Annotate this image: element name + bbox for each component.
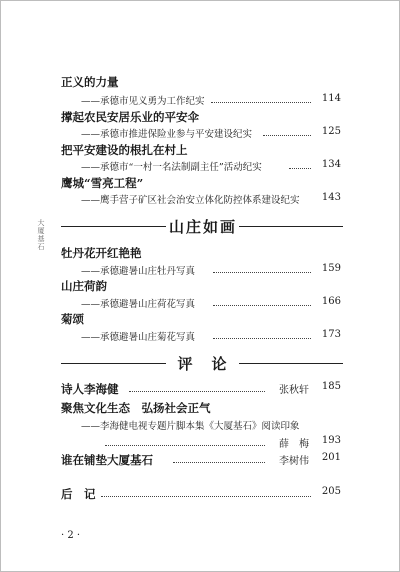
toc-page-number: 205 xyxy=(321,486,341,497)
toc-entry-subtitle: ——承德市推进保险业参与平安建设纪实 xyxy=(81,129,253,140)
toc-entry-title: 鹰城“雪亮工程” xyxy=(61,176,144,190)
toc-entry-title: 诗人李海健 xyxy=(61,382,119,396)
section-heading: 评 论 xyxy=(177,355,229,373)
toc-page-number: 143 xyxy=(321,192,341,203)
leader-dots xyxy=(213,272,311,273)
toc-author: 薛 梅 xyxy=(279,439,309,450)
toc-entry-subtitle: ——承德市见义勇为工作纪实 xyxy=(81,96,205,107)
leader-dots xyxy=(289,168,311,169)
leader-dots xyxy=(213,305,311,306)
toc-author: 李树伟 xyxy=(279,456,309,467)
toc-page-number: 159 xyxy=(321,263,341,274)
toc-page-number: 166 xyxy=(321,296,341,307)
toc-entry-title: 撑起农民安居乐业的平安伞 xyxy=(61,110,199,124)
toc-entry-subtitle: ——李海健电视专题片脚本集《大厦基石》阅读印象 xyxy=(81,421,300,432)
leader-dots xyxy=(173,462,265,463)
toc-page-number: 125 xyxy=(321,126,341,137)
heading-rule-right xyxy=(239,226,343,227)
toc-entry-title: 聚焦文化生态 弘扬社会正气 xyxy=(61,401,211,415)
toc-entry-title: 把平安建设的根扎在村上 xyxy=(61,143,188,157)
toc-entry-title: 谁在铺垫大厦基石 xyxy=(61,453,153,467)
leader-dots xyxy=(129,391,265,392)
leader-dots xyxy=(211,102,311,103)
running-title: 大厦基石 xyxy=(37,219,45,251)
heading-rule-left xyxy=(61,363,166,364)
toc-entry-subtitle: ——承德避暑山庄荷花写真 xyxy=(81,299,196,310)
toc-page-number: 173 xyxy=(321,329,341,340)
section-heading: 山庄如画 xyxy=(169,218,238,236)
heading-rule-right xyxy=(239,363,343,364)
toc-entry-title: 山庄荷韵 xyxy=(61,279,107,293)
toc-entry-title: 菊颂 xyxy=(61,312,84,326)
leader-dots xyxy=(105,445,265,446)
leader-dots xyxy=(101,496,311,497)
toc-entry-title: 后 记 xyxy=(61,487,96,501)
toc-page-number: 114 xyxy=(321,93,341,104)
toc-page-number: 134 xyxy=(321,159,341,170)
toc-page-number: 193 xyxy=(321,435,341,446)
toc-page-number: 185 xyxy=(321,381,341,392)
leader-dots xyxy=(213,338,311,339)
leader-dots xyxy=(263,135,311,136)
heading-rule-left xyxy=(61,226,166,227)
toc-entry-subtitle: ——鹰手营子矿区社会治安立体化防控体系建设纪实 xyxy=(81,195,300,206)
toc-author: 张秋轩 xyxy=(279,385,309,396)
page-number: · 2 · xyxy=(61,530,81,541)
toc-entry-subtitle: ——承德避暑山庄菊花写真 xyxy=(81,332,196,343)
toc-entry-title: 正义的力量 xyxy=(61,75,119,89)
toc-entry-subtitle: ——承德避暑山庄牡丹写真 xyxy=(81,266,196,277)
toc-entry-title: 牡丹花开红艳艳 xyxy=(61,246,142,260)
toc-entry-subtitle: ——承德市“一村一名法制副主任”活动纪实 xyxy=(81,162,262,173)
toc-page-number: 201 xyxy=(321,452,341,463)
